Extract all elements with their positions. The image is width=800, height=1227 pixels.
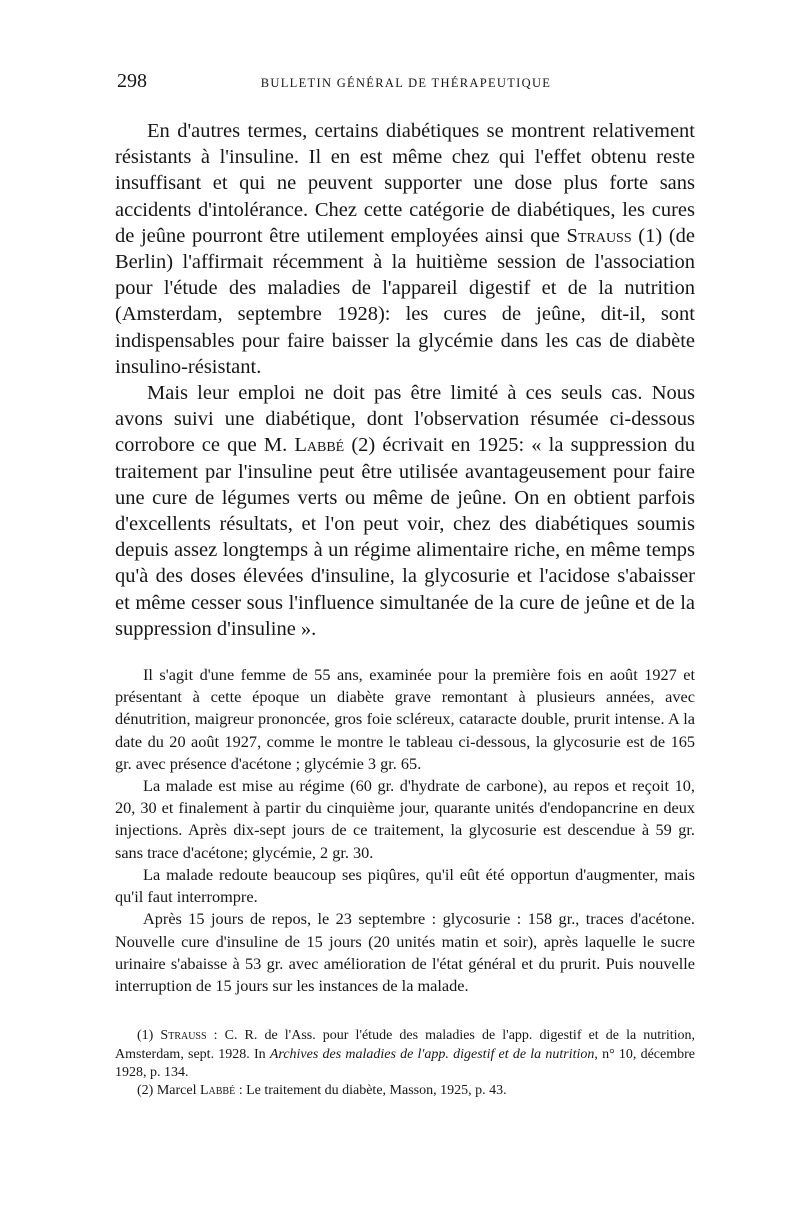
- main-paragraph-2-text-b: (2) écrivait en 1925: « la suppression du traitement par l'insuline peut être utilisée avantageusement pour faire une cure de légumes verts ou même de jeûne. On en obtient parfois d'excellents résultats, et l'on peut voir, chez des diabétiques soumis depuis assez longtemps à un régime alimentaire riche, en même temps qu'à des doses élevées d'insuline, la glycosurie et l'acidose s'abaisser et même cesser sous l'influence simultanée de la cure de jeûne et de la suppression d'insuline ».: [115, 434, 695, 640]
- footnote-1-author: Strauss: [160, 1028, 207, 1044]
- page-body: [115, 118, 695, 1101]
- footnotes: [115, 1027, 695, 1101]
- footnote-2: [115, 1082, 695, 1100]
- observation-paragraph-2: La malade est mise au régime (60 gr. d'hydrate de carbone), au repos et reçoit 10, 20, 30 et finalement à partir du cinquième jour, quarante unités d'endopancrine en deux injections. Après dix-sept jours de ce traitement, la glycosurie est descendue à 59 gr. sans trace d'acétone; glycémie, 2 gr. 30.: [115, 776, 695, 862]
- footnote-1-text-b: , n° 10, décembre 1928, p. 134.: [115, 1046, 695, 1080]
- author-labbe: Labbé: [294, 434, 345, 457]
- main-paragraph-2: [115, 380, 695, 642]
- observation-paragraph-3: La malade redoute beaucoup ses piqûres, qu'il eût été opportun d'augmenter, mais qu'il faut interrompre.: [115, 864, 695, 907]
- footnote-1-text-a: : C. R. de l'Ass. pour l'étude des maladies de l'app. digestif et de la nutrition, Amsterdam, sept. 1928. In: [115, 1028, 695, 1062]
- footnote-2-text: : Le traitement du diabète, Masson, 1925, p. 43.: [235, 1083, 507, 1099]
- main-paragraph-1-text-b: (1) (de Berlin) l'affirmait récemment à la huitième session de l'association pour l'étude des maladies de l'appareil digestif et de la nutrition (Amsterdam, septembre 1928): les cures de jeûne, dit-il, sont indispensables pour faire baisser la glycémie dans les cas de diabète insulino-résistant.: [115, 224, 695, 378]
- footnote-1: [115, 1027, 695, 1082]
- footnote-1-number: (1): [137, 1028, 161, 1044]
- author-strauss: Strauss: [566, 224, 632, 247]
- main-paragraph-1: [115, 118, 695, 380]
- running-title: BULLETIN GÉNÉRAL DE THÉRAPEUTIQUE: [260, 76, 552, 90]
- main-text: [115, 118, 695, 642]
- page-header: [117, 70, 695, 100]
- footnote-2-author: Labbé: [199, 1083, 236, 1099]
- observation-paragraph-4: Après 15 jours de repos, le 23 septembre : glycosurie : 158 gr., traces d'acétone. Nouvelle cure d'insuline de 15 jours (20 unités matin et soir), après laquelle le sucre urinaire s'abaisse à 53 gr. avec amélioration de l'état général et du prurit. Puis nouvelle interruption de 15 jours sur les instances de la malade.: [115, 909, 695, 995]
- footnote-1-journal: Archives des maladies de l'app. digestif et de la nutrition: [269, 1046, 595, 1062]
- main-paragraph-2-text-a: Mais leur emploi ne doit pas être limité à ces seuls cas. Nous avons suivi une diabétique, dont l'observation résumée ci-dessous corrobore ce que M.: [115, 382, 695, 457]
- footnote-2-number: (2) Marcel: [137, 1083, 200, 1099]
- observation-paragraph-1: Il s'agit d'une femme de 55 ans, examinée pour la première fois en août 1927 et présentant à cette époque un diabète grave remontant à plusieurs années, avec dénutrition, maigreur prononcée, gros foie scléreux, cataracte double, prurit intense. A la date du 20 août 1927, comme le montre le tableau ci-dessous, la glycosurie est de 165 gr. avec présence d'acétone ; glycémie 3 gr. 65.: [115, 665, 695, 773]
- main-paragraph-1-text-a: En d'autres termes, certains diabétiques se montrent relativement résistants à l'insuline. Il en est même chez qui l'effet obtenu reste insuffisant et qui ne peuvent supporter une dose plus forte sans accidents d'intolérance. Chez cette catégorie de diabétiques, les cures de jeûne pourront être utilement employées ainsi que: [115, 120, 695, 247]
- observation-block: [115, 664, 695, 997]
- page-number: 298: [117, 70, 147, 92]
